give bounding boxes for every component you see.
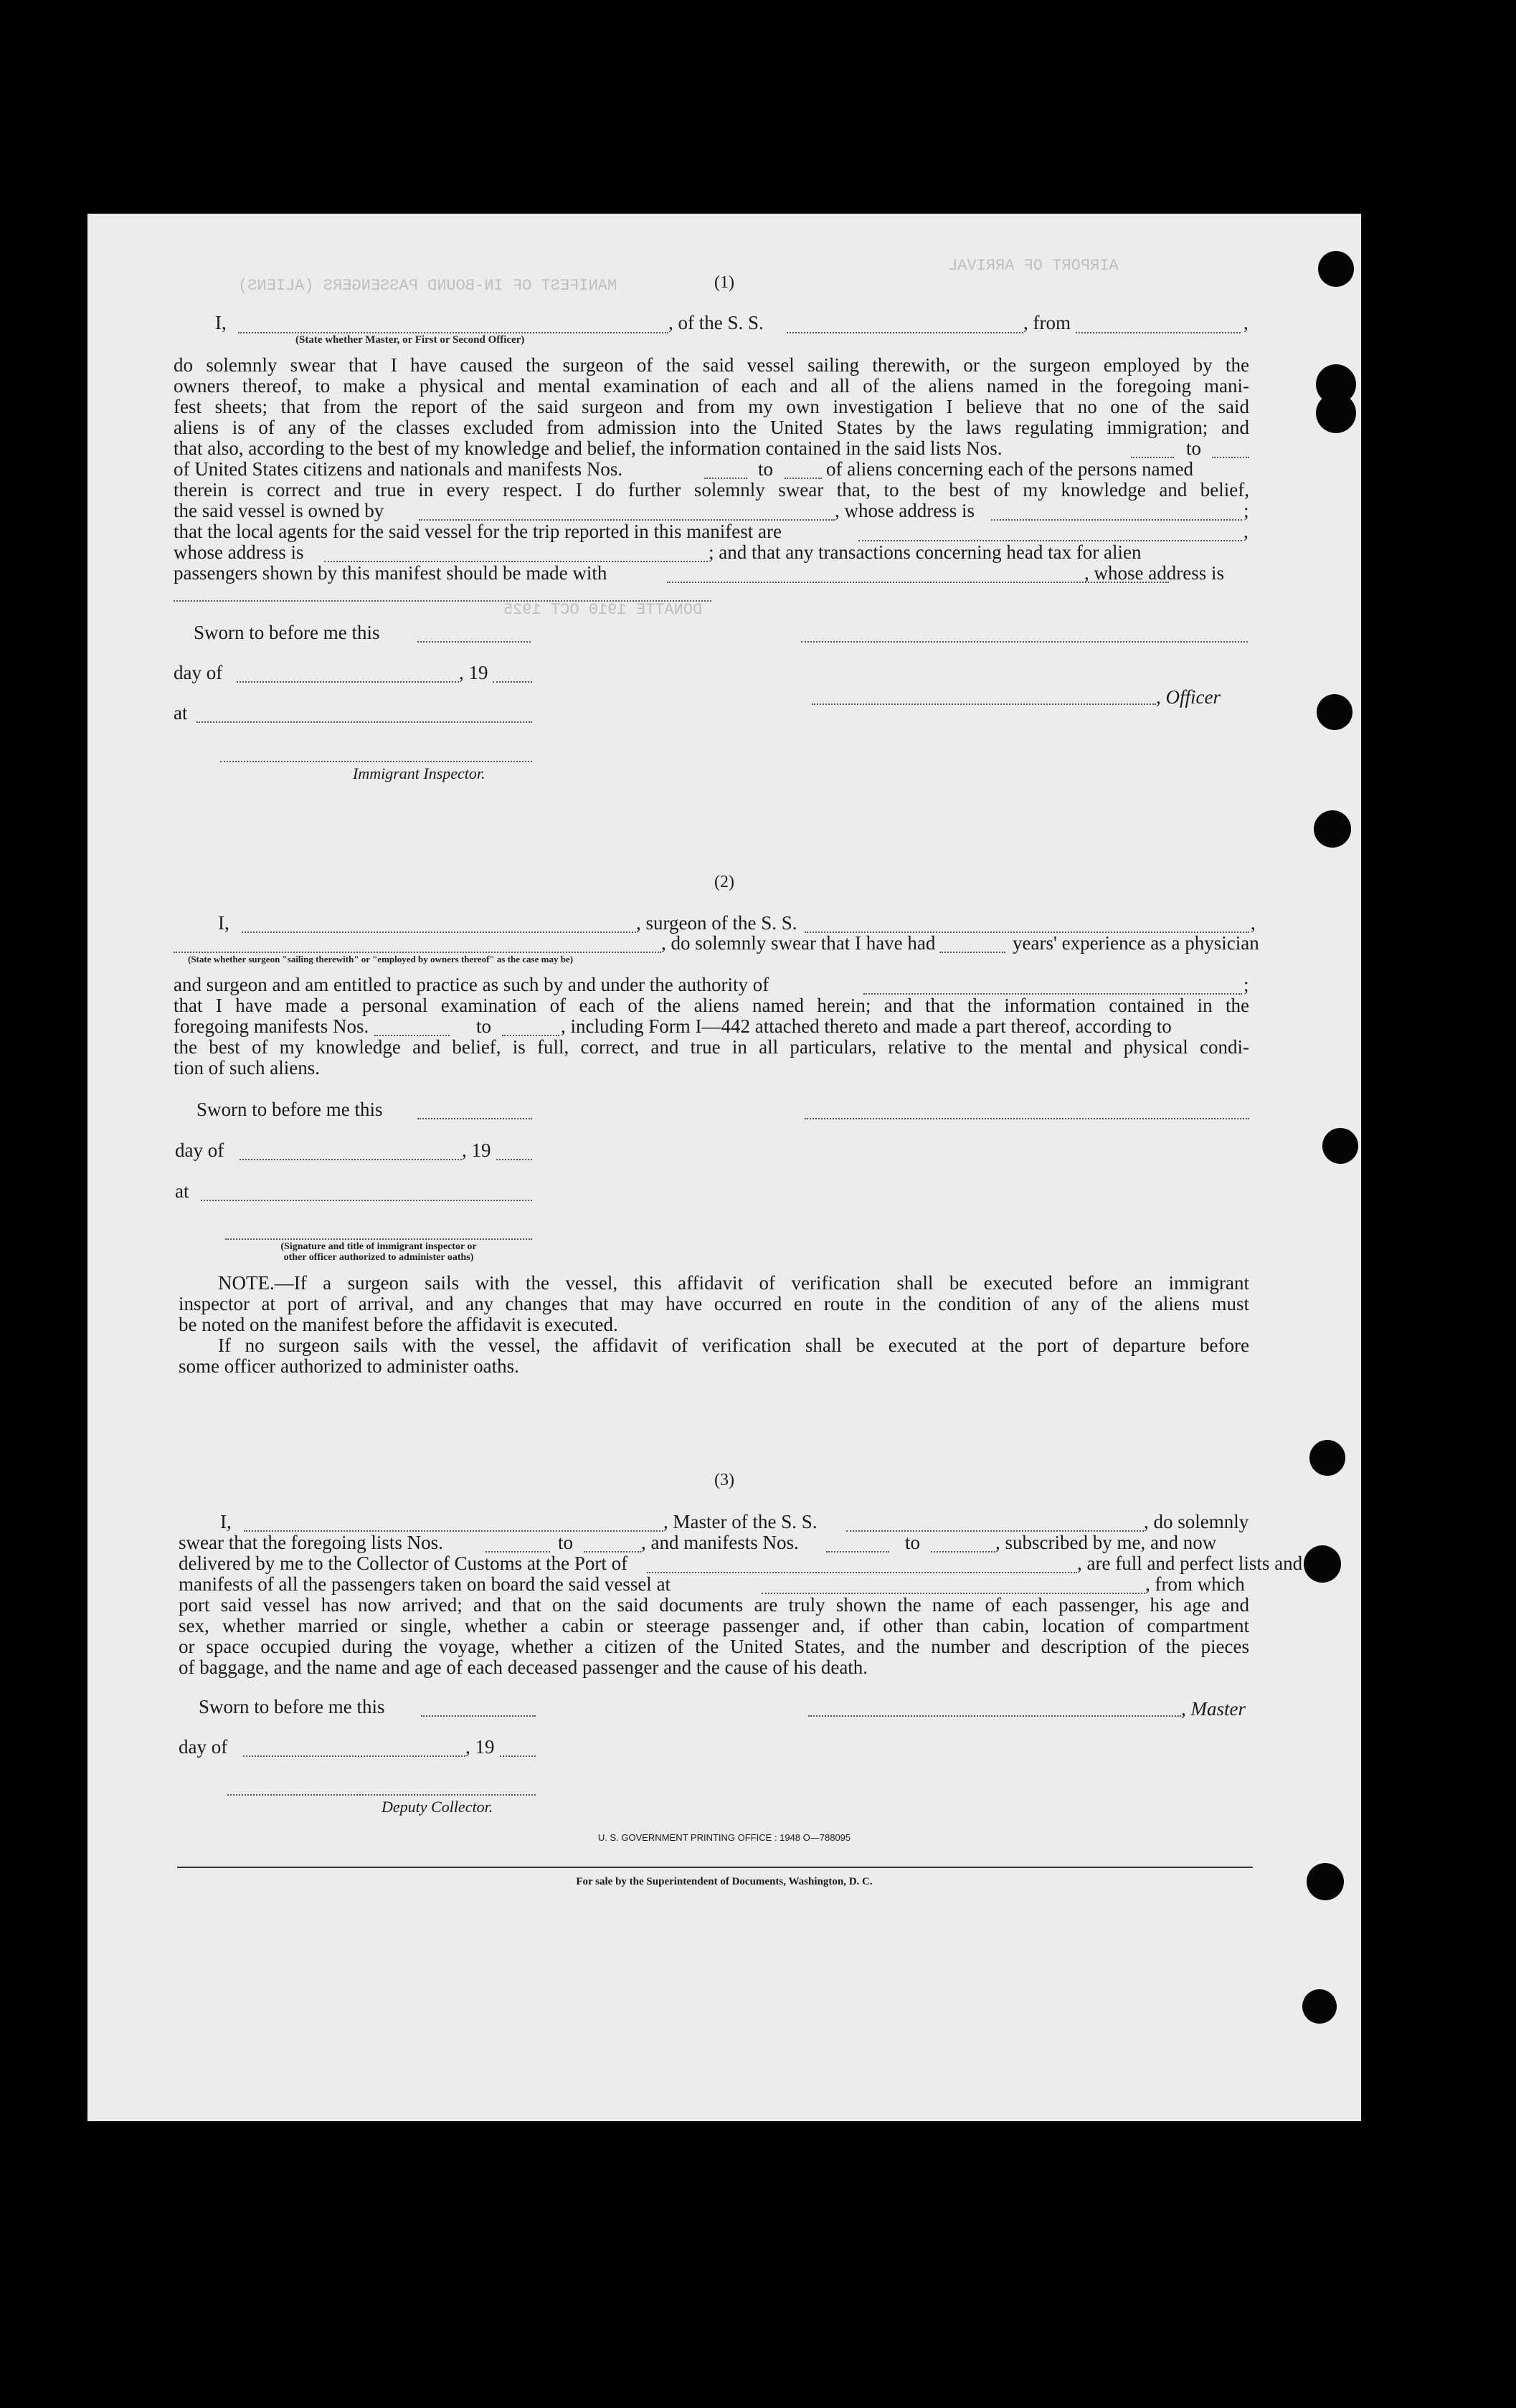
- s3-manifests-from-field[interactable]: [826, 1550, 889, 1553]
- s1-p-line-6: therein is correct and true in every respect. I do further solemnly swear that, to the best of my knowledge and belief,: [174, 479, 1249, 501]
- s2-p-line-4: tion of such aliens.: [174, 1057, 320, 1079]
- s1-p-line-9: whose address is: [174, 541, 304, 563]
- lists-no-to-field[interactable]: [1212, 456, 1249, 458]
- s3-master-label: , Master: [1181, 1698, 1246, 1720]
- section1-from: , from: [1023, 312, 1071, 333]
- s1-p-line-1: owners thereof, to make a physical and mental examination of each and all of the aliens named in the foregoing mani-: [174, 375, 1249, 397]
- s1-inspector-signature-field[interactable]: [220, 760, 532, 762]
- s1-year-field[interactable]: [493, 681, 532, 683]
- s1-whose-address-1: , whose address is: [835, 500, 975, 521]
- s2-to: to: [476, 1015, 492, 1037]
- punch-hole: [1316, 393, 1356, 433]
- s2-signature-note-1: other officer authorized to administer oaths): [283, 1252, 474, 1263]
- punch-hole: [1314, 810, 1351, 848]
- s3-sworn-date-field[interactable]: [421, 1715, 536, 1717]
- s2-day-field[interactable]: [240, 1158, 462, 1160]
- punch-hole: [1304, 1545, 1341, 1583]
- surgeon-name-field[interactable]: [242, 931, 636, 933]
- s1-p-line-8: that the local agents for the said vessel for the trip reported in this manifest are: [174, 521, 782, 542]
- s1-semicolon: ;: [1243, 500, 1249, 521]
- s3-subscribed: , subscribed by me, and now: [995, 1532, 1217, 1553]
- s2-signature-note-0: (Signature and title of immigrant inspector or: [280, 1241, 477, 1252]
- s3-master-of: , Master of the S. S.: [663, 1511, 818, 1532]
- footer-rule: [177, 1867, 1253, 1868]
- s2-semicolon: ;: [1243, 974, 1249, 995]
- printing-office-line: U. S. GOVERNMENT PRINTING OFFICE : 1948 O—788095: [597, 1832, 851, 1843]
- s2-p-line-1: that I have made a personal examination of each of the aliens named herein; and that the information contained in the: [174, 995, 1249, 1016]
- s2-including: , including Form I—442 attached thereto and made a part thereof, according to: [561, 1015, 1172, 1037]
- s1-p-line-5: of United States citizens and nationals and manifests Nos.: [174, 458, 623, 480]
- s2-surgeon-of: , surgeon of the S. S.: [636, 912, 797, 934]
- punch-hole: [1309, 1440, 1345, 1476]
- punch-hole: [1318, 251, 1354, 287]
- head-tax-address-field[interactable]: [174, 599, 711, 602]
- s3-to-2: to: [905, 1532, 921, 1553]
- surgeon-status-note: (State whether surgeon "sailing therewith" or "employed by owners thereof" as the case may be): [188, 954, 574, 964]
- s1-p-line-7: the said vessel is owned by: [174, 500, 384, 521]
- s2-note-2: be noted on the manifest before the affidavit is executed.: [179, 1314, 618, 1335]
- s3-do-solemnly: , do solemnly: [1144, 1511, 1249, 1532]
- s3-p-line-3: of baggage, and the name and age of each deceased passenger and the cause of his death.: [179, 1656, 868, 1678]
- s2-inspector-signature-field[interactable]: [225, 1238, 532, 1240]
- punch-hole: [1302, 1989, 1337, 2024]
- s3-sworn: Sworn to before me this: [199, 1696, 385, 1717]
- s1-head-tax: ; and that any transactions concerning head tax for alien: [709, 541, 1142, 563]
- s3-manifests-of: manifests of all the passengers taken on board the said vessel at: [179, 1573, 671, 1595]
- form-page: [87, 214, 1361, 2121]
- for-sale-line: For sale by the Superintendent of Documents, Washington, D. C.: [576, 1876, 873, 1887]
- s3-manifests-to-field[interactable]: [931, 1550, 995, 1553]
- s2-i: I,: [218, 912, 229, 934]
- s1-inspector-title: Immigrant Inspector.: [353, 764, 485, 782]
- punch-hole: [1307, 1863, 1344, 1900]
- s2-year: , 19: [462, 1139, 491, 1161]
- s1-year: , 19: [459, 662, 488, 683]
- from-port-field[interactable]: [1076, 331, 1241, 333]
- s2-p-line-2: foregoing manifests Nos.: [174, 1015, 369, 1037]
- surgeon-status-field[interactable]: [174, 951, 661, 953]
- s2-p-line-0: and surgeon and am entitled to practice as such by and under the authority of: [174, 974, 769, 995]
- owner-address-field[interactable]: [991, 518, 1242, 521]
- s3-day-of: day of: [179, 1736, 228, 1758]
- officer-name-field[interactable]: [238, 331, 668, 333]
- s1-to-2: to: [758, 458, 774, 480]
- punch-hole: [1317, 694, 1352, 730]
- s1-at: at: [174, 702, 188, 724]
- s3-full-perfect: , are full and perfect lists and: [1077, 1553, 1303, 1574]
- s1-to-1: to: [1186, 437, 1202, 459]
- vessel-name-field[interactable]: [787, 331, 1023, 333]
- s2-note-4: some officer authorized to administer oaths.: [179, 1355, 519, 1377]
- s2-day-of: day of: [175, 1139, 224, 1161]
- s3-i: I,: [220, 1511, 232, 1532]
- s1-sworn-date-field[interactable]: [417, 640, 531, 643]
- s2-note-0: NOTE.—If a surgeon sails with the vessel, this affidavit of verification shall be executed before an immigrant: [218, 1272, 1249, 1294]
- s2-at: at: [175, 1180, 189, 1202]
- section1-heading: (1): [714, 273, 734, 292]
- section1-i: I,: [215, 312, 227, 333]
- s3-collector-title: Deputy Collector.: [382, 1798, 493, 1816]
- s2-note-1: inspector at port of arrival, and any changes that may have occurred en route in the condition of any of the aliens must: [179, 1293, 1249, 1314]
- s1-officer-label: , Officer: [1156, 686, 1221, 708]
- s3-collector-signature-field[interactable]: [227, 1793, 536, 1796]
- s1-day-field[interactable]: [237, 681, 459, 683]
- s2-comma: ,: [1251, 912, 1256, 934]
- s2-p-line-3: the best of my knowledge and belief, is full, correct, and true in all particulars, relative to the mental and physical condi-: [174, 1036, 1249, 1058]
- s2-at-field[interactable]: [201, 1199, 532, 1201]
- s2-note-3: If no surgeon sails with the vessel, the affidavit of verification shall be executed at the port of departure before: [218, 1335, 1249, 1356]
- section1-of-ss: , of the S. S.: [668, 312, 764, 333]
- s3-year-field[interactable]: [500, 1755, 536, 1757]
- s3-swear: swear that the foregoing lists Nos.: [179, 1532, 443, 1553]
- s1-officer-signature-top-field[interactable]: [801, 640, 1248, 643]
- s1-day-of: day of: [174, 662, 223, 683]
- section3-heading: (3): [714, 1471, 734, 1489]
- s1-whose-address-2: , whose address is: [1084, 562, 1224, 584]
- s1-p-line-2: fest sheets; that from the report of the said surgeon and from my own investigation I believe that no one of the said: [174, 396, 1249, 417]
- s3-to-1: to: [558, 1532, 574, 1553]
- punch-hole: [1322, 1128, 1358, 1164]
- s3-and-manifests: , and manifests Nos.: [641, 1532, 799, 1553]
- s1-p-line-4: that also, according to the best of my knowledge and belief, the information contained in the said lists Nos.: [174, 437, 1003, 459]
- s3-p-line-1: sex, whether married or single, whether a cabin or steerage passenger and, if other than cabin, location of compartment: [179, 1615, 1249, 1636]
- bleed-through-text: AIRPORT OF ARRIVAL: [948, 257, 1119, 275]
- s3-from-which: , from which: [1145, 1573, 1245, 1595]
- s1-p-line-0: do solemnly swear that I have caused the surgeon of the said vessel sailing therewith, or the surgeon employed by the: [174, 354, 1249, 376]
- s1-of-aliens: of aliens concerning each of the persons named: [826, 458, 1194, 480]
- s1-comma-2: ,: [1243, 521, 1249, 542]
- years-experience-field[interactable]: [939, 951, 1005, 953]
- section1-comma: ,: [1243, 312, 1249, 333]
- s3-master-signature-field[interactable]: [808, 1715, 1181, 1717]
- s1-p-line-3: aliens is of any of the classes excluded from admission into the United States by the laws regulating immigration; and: [174, 417, 1249, 438]
- s1-officer-signature-field[interactable]: [812, 703, 1156, 705]
- port-field[interactable]: [647, 1571, 1077, 1573]
- s2-sworn-date-field[interactable]: [417, 1117, 532, 1119]
- s3-p-line-0: port said vessel has now arrived; and that on the said documents are truly shown the name of each passenger, his age and: [179, 1594, 1249, 1616]
- s1-sworn: Sworn to before me this: [194, 622, 380, 643]
- s1-p-line-10: passengers shown by this manifest should be made with: [174, 562, 607, 584]
- s2-year-field[interactable]: [496, 1158, 532, 1160]
- section2-heading: (2): [714, 873, 734, 891]
- s2-swear: , do solemnly swear that I have had: [661, 932, 936, 954]
- s2-surgeon-signature-field[interactable]: [805, 1117, 1249, 1119]
- s3-day-field[interactable]: [243, 1755, 465, 1757]
- bleed-through-text: DONATTE 1910 OCT 1925: [503, 601, 703, 619]
- s3-p-line-2: or space occupied during the voyage, whether a citizen of the United States, and the number and description of the pieces: [179, 1636, 1249, 1657]
- s1-at-field[interactable]: [196, 721, 532, 723]
- s2-years: years' experience as a physician: [1013, 932, 1259, 954]
- s3-year: , 19: [465, 1736, 495, 1758]
- bleed-through-text: MANIFEST OF IN-BOUND PASSENGERS (ALIENS): [238, 277, 617, 295]
- s2-sworn: Sworn to before me this: [196, 1099, 383, 1120]
- s3-delivered: delivered by me to the Collector of Customs at the Port of: [179, 1553, 628, 1574]
- officer-title-note: (State whether Master, or First or Second Officer): [295, 334, 525, 346]
